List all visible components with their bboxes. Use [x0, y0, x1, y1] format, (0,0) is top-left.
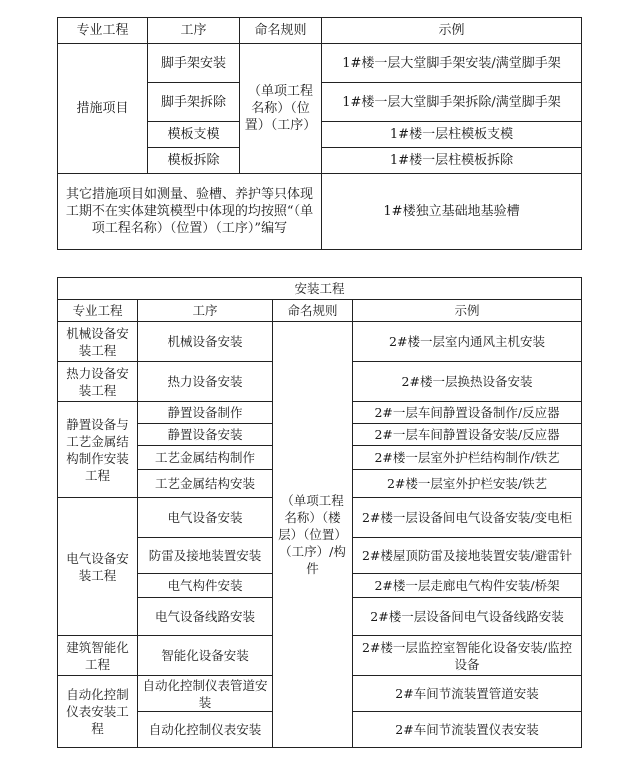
- process-cell: 热力设备安装: [138, 362, 273, 402]
- process-cell: 机械设备安装: [138, 322, 273, 362]
- example-cell: 2#楼一层换热设备安装: [353, 362, 582, 402]
- title-row: [58, 278, 582, 300]
- group-cell: 静置设备与工艺金属结构制作安装工程: [58, 402, 138, 498]
- example-cell: 2#楼一层室外护栏安装/铁艺: [353, 470, 582, 498]
- header-cell: 示例: [353, 300, 582, 322]
- example-cell: 2#楼一层监控室智能化设备安装/监控设备: [353, 636, 582, 676]
- header-cell: 示例: [322, 18, 582, 44]
- process-cell: 自动化控制仪表安装: [138, 712, 273, 748]
- example-cell: 2#楼一层室外护栏结构制作/铁艺: [353, 446, 582, 470]
- process-cell: 脚手架拆除: [148, 83, 240, 122]
- example-cell: 2#楼一层设备间电气设备安装/变电柜: [353, 498, 582, 538]
- process-cell: 工艺金属结构安装: [138, 470, 273, 498]
- process-cell: 模板拆除: [148, 148, 240, 174]
- group-cell: 建筑智能化工程: [58, 636, 138, 676]
- example-cell: 2#楼一层设备间电气设备线路安装: [353, 598, 582, 636]
- example-cell: 2#车间节流装置仪表安装: [353, 712, 582, 748]
- example-cell: 2#楼屋顶防雷及接地装置安装/避雷针: [353, 538, 582, 574]
- example-cell: 2#一层车间静置设备安装/反应器: [353, 424, 582, 446]
- example-cell: 2#楼一层室内通风主机安装: [353, 322, 582, 362]
- example-cell: 1#楼一层大堂脚手架拆除/满堂脚手架: [322, 83, 582, 122]
- header-cell: 命名规则: [240, 18, 322, 44]
- header-cell: 工序: [148, 18, 240, 44]
- example-cell: 1#楼独立基础地基验槽: [322, 174, 582, 250]
- table-row: [58, 322, 582, 362]
- header-row: [58, 18, 582, 44]
- process-cell: 自动化控制仪表管道安装: [138, 676, 273, 712]
- example-cell: 2#一层车间静置设备制作/反应器: [353, 402, 582, 424]
- process-cell: 防雷及接地装置安装: [138, 538, 273, 574]
- rule-cell: （单项工程名称）（楼层）（位置）（工序）/构件: [273, 322, 353, 748]
- example-cell: 1#楼一层柱模板拆除: [322, 148, 582, 174]
- header-cell: 专业工程: [58, 18, 148, 44]
- table-row: [58, 44, 582, 83]
- process-cell: 电气设备线路安装: [138, 598, 273, 636]
- example-cell: 1#楼一层柱模板支模: [322, 122, 582, 148]
- installation-table: [57, 277, 582, 748]
- process-cell: 脚手架安装: [148, 44, 240, 83]
- rule-cell: （单项工程名称）（位置）（工序）: [240, 44, 322, 174]
- header-cell: 专业工程: [58, 300, 138, 322]
- header-row: [58, 300, 582, 322]
- table-title: 安装工程: [58, 278, 582, 300]
- process-cell: 模板支模: [148, 122, 240, 148]
- header-cell: 工序: [138, 300, 273, 322]
- measures-table: [57, 17, 582, 250]
- other-measures-cell: 其它措施项目如测量、验槽、养护等只体现工期不在实体建筑模型中体现的均按照“（单项工程名称）（位置）（工序）”编写: [58, 174, 322, 250]
- group-cell: 措施项目: [58, 44, 148, 174]
- process-cell: 智能化设备安装: [138, 636, 273, 676]
- process-cell: 静置设备安装: [138, 424, 273, 446]
- example-cell: 1#楼一层大堂脚手架安装/满堂脚手架: [322, 44, 582, 83]
- group-cell: 自动化控制仪表安装工程: [58, 676, 138, 748]
- group-cell: 电气设备安装工程: [58, 498, 138, 636]
- example-cell: 2#车间节流装置管道安装: [353, 676, 582, 712]
- process-cell: 静置设备制作: [138, 402, 273, 424]
- group-cell: 热力设备安装工程: [58, 362, 138, 402]
- example-cell: 2#楼一层走廊电气构件安装/桥架: [353, 574, 582, 598]
- process-cell: 电气构件安装: [138, 574, 273, 598]
- process-cell: 工艺金属结构制作: [138, 446, 273, 470]
- table-row: [58, 174, 582, 250]
- group-cell: 机械设备安装工程: [58, 322, 138, 362]
- header-cell: 命名规则: [273, 300, 353, 322]
- process-cell: 电气设备安装: [138, 498, 273, 538]
